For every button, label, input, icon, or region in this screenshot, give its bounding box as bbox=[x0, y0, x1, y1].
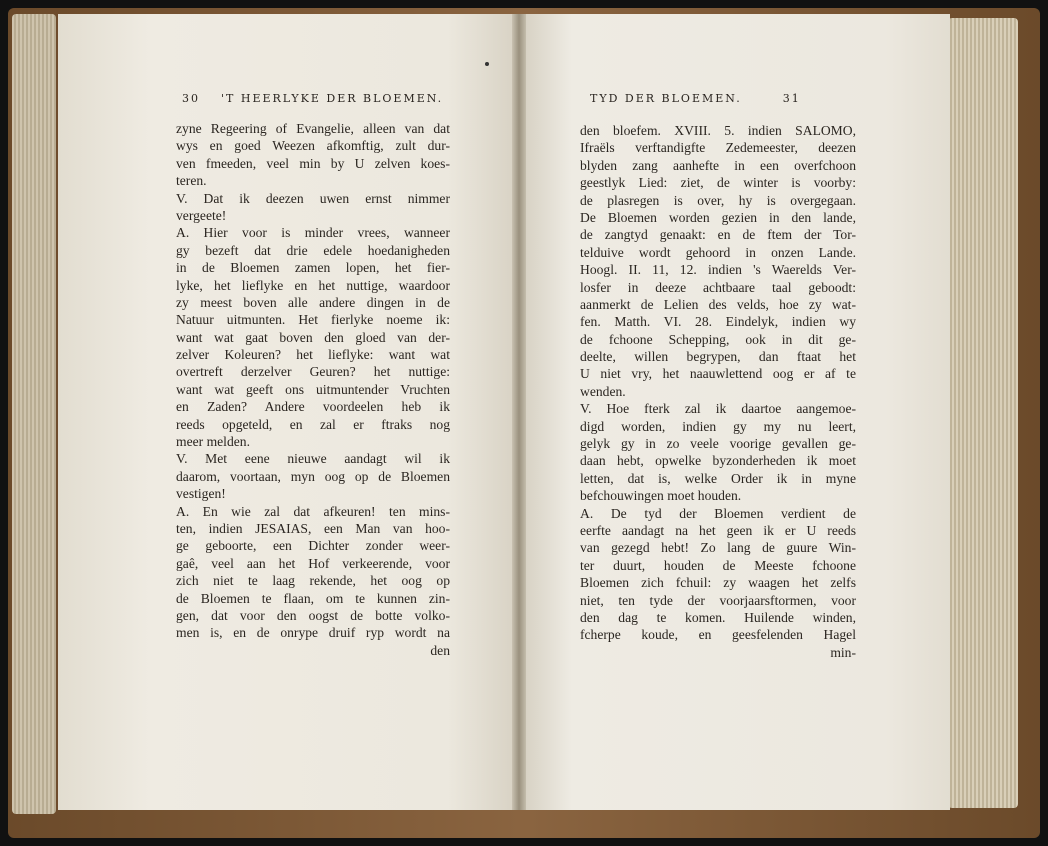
text-line: V. Dat ik deezen uwen ernst nimmer bbox=[176, 190, 450, 206]
right-running-title: TYD DER BLOEMEN. bbox=[590, 92, 742, 105]
text-line: den dag te komen. Huilende winden, bbox=[580, 609, 856, 625]
left-page-text bbox=[176, 120, 450, 659]
text-line: daan hebt, opwelke byzonderheden ik moet bbox=[580, 453, 856, 469]
text-line: want wat geeft ons uitmuntender Vruchten bbox=[176, 381, 450, 397]
text-line: den bbox=[430, 642, 450, 658]
text-line: Bloemen zich fchuil: zy waagen het zelfs bbox=[580, 575, 856, 591]
text-line: ter duurt, houden de Meeste fchoone bbox=[580, 557, 856, 573]
text-line: Natuur uitmunten. Het fierlyke noeme ik: bbox=[176, 312, 450, 328]
right-page-number: 31 bbox=[782, 92, 801, 105]
text-line: De Bloemen worden gezien in den lande, bbox=[580, 209, 856, 225]
text-line: telduive wordt gehoord in onzen Lande. bbox=[580, 244, 856, 260]
text-line: gen, dat voor den oogst de botte volko- bbox=[176, 607, 450, 623]
text-line: lyke, het lieflyke en het nuttige, waardoor bbox=[176, 277, 450, 293]
text-line: deelte, willen begrypen, dan ftaat het bbox=[580, 349, 856, 365]
text-line: en Zaden? Andere voordeelen heb ik bbox=[176, 399, 450, 415]
text-line: V. Met eene nieuwe aandagt wil ik bbox=[176, 451, 450, 467]
text-line: den bloefem. XVIII. 5. indien SALOMO, bbox=[580, 123, 856, 138]
text-line: letten, dat is, welke Order ik in myne bbox=[580, 470, 856, 486]
text-line: de zangtyd genaakt: en de ftem der Tor- bbox=[580, 227, 856, 243]
text-line: overtreft derzelver Geuren? het nuttige: bbox=[176, 364, 450, 380]
text-line: gy bezeft dat drie edele hoedanigheden bbox=[176, 242, 450, 258]
text-line: befchouwingen moet houden. bbox=[580, 488, 742, 504]
text-line: losfer in deeze achtbaare taal geboodt: bbox=[580, 279, 856, 295]
text-line: vergeete! bbox=[176, 207, 227, 223]
text-line: V. Hoe fterk zal ik daartoe aangemoe- bbox=[580, 401, 856, 417]
text-line: de Bloemen te flaan, om te kunnen zin- bbox=[176, 590, 450, 606]
text-line: zyne Regeering of Evangelie, alleen van dat bbox=[176, 121, 450, 136]
text-line: zy meest boven alle andere dingen in de bbox=[176, 294, 450, 310]
text-line: de fchoone Schepping, ook in dit ge- bbox=[580, 331, 856, 347]
left-running-title: 'T HEERLYKE DER BLOEMEN. bbox=[221, 92, 444, 105]
text-line: teren. bbox=[176, 173, 207, 189]
text-line: eerfte aandagt na het geen ik er U reeds bbox=[580, 522, 856, 538]
text-line: Hoogl. II. 11, 12. indien 's Waerelds Ver- bbox=[580, 262, 856, 278]
text-line: geestlyk Lied: ziet, de winter is voorby: bbox=[580, 175, 856, 191]
text-line: reeds opgeteld, en zal er ftraks nog bbox=[176, 416, 450, 432]
text-line: fen. Matth. VI. 28. Eindelyk, indien wy bbox=[580, 314, 856, 330]
text-line: want wat gaat boven den gloed van der- bbox=[176, 329, 450, 345]
text-line: in de Bloemen zamen lopen, het fier- bbox=[176, 260, 450, 276]
text-line: men is, en de onrype druif ryp wordt na bbox=[176, 625, 450, 641]
right-page-text bbox=[580, 122, 856, 661]
text-line: gaê, veel aan het Hof verkeerende, voor bbox=[176, 555, 450, 571]
text-line: A. En wie zal dat afkeuren! ten mins- bbox=[176, 503, 450, 519]
text-line: gelyk gy in zo veele voorige gevallen ge- bbox=[580, 436, 856, 452]
text-line: aanmerkt de Lelien des velds, hoe zy wat- bbox=[580, 296, 856, 312]
ink-speck bbox=[485, 62, 489, 66]
text-line: digd worden, indien gy my nu leert, bbox=[580, 418, 856, 434]
text-line: A. De tyd der Bloemen verdient de bbox=[580, 505, 856, 521]
text-line: U niet vry, het naauwlettend oog er af te bbox=[580, 366, 856, 382]
text-line: wenden. bbox=[580, 383, 626, 399]
text-line: fcherpe koude, en geesfelenden Hagel bbox=[580, 627, 856, 643]
left-page-number: 30 bbox=[182, 92, 200, 105]
text-line: wys en goed Weezen afkomftig, zult dur- bbox=[176, 138, 450, 154]
text-line: van gezegd hebt! Zo lang de guure Win- bbox=[580, 540, 856, 556]
text-line: vestigen! bbox=[176, 486, 226, 502]
book-gutter bbox=[512, 14, 526, 810]
text-line: min- bbox=[830, 644, 856, 660]
text-line: Ifraëls verftandigfte Zedemeester, deezen bbox=[580, 140, 856, 156]
text-line: meer melden. bbox=[176, 434, 250, 450]
page-edges-left bbox=[12, 14, 56, 814]
text-line: blyden zang aanhefte in een overfchoon bbox=[580, 157, 856, 173]
text-line: ge geboorte, een Dichter zonder weer- bbox=[176, 538, 450, 554]
text-line: de plasregen is over, hy is overgegaan. bbox=[580, 192, 856, 208]
text-line: zelver Koleuren? het lieflyke: want wat bbox=[176, 347, 450, 363]
text-line: niet, ten tyde der voorjaarsftormen, voor bbox=[580, 592, 856, 608]
text-line: ten, indien JESAIAS, een Man van hoo- bbox=[176, 520, 450, 536]
text-line: ven fmeeden, veel min by U zelven koes- bbox=[176, 155, 450, 171]
left-page-header bbox=[182, 92, 443, 105]
text-line: zich niet te laag rekende, het oog op bbox=[176, 573, 450, 589]
page-edges-right bbox=[948, 18, 1018, 808]
right-page-header bbox=[590, 92, 801, 105]
text-line: daarom, voortaan, myn oog op de Bloemen bbox=[176, 468, 450, 484]
text-line: A. Hier voor is minder vrees, wanneer bbox=[176, 225, 450, 241]
